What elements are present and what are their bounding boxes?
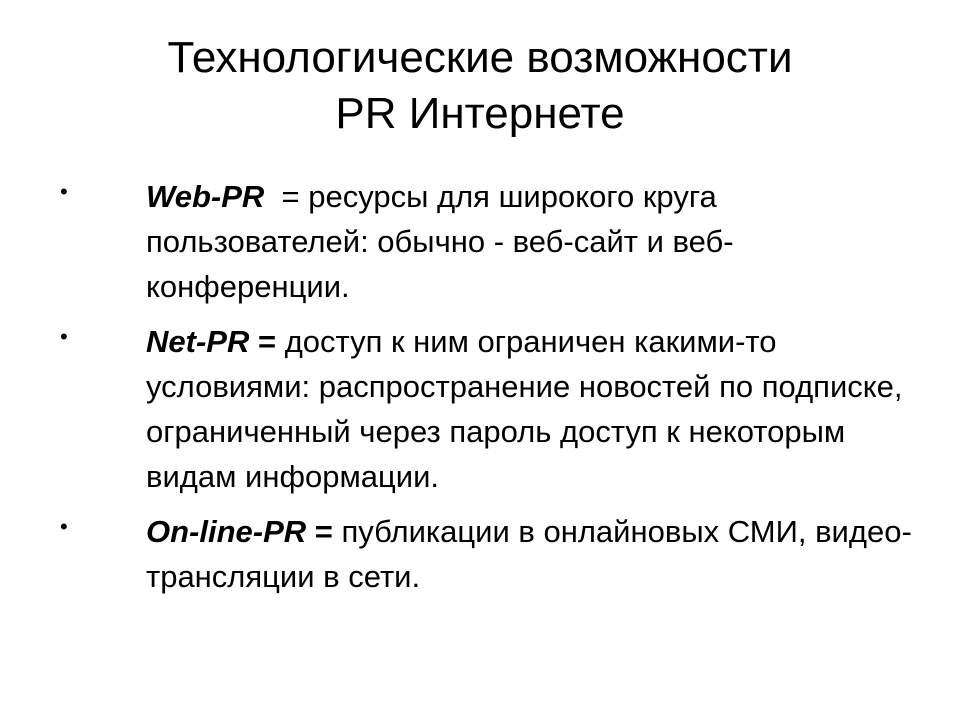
bullet-dot-icon: • bbox=[60, 324, 68, 349]
slide-title-line-2: PR Интернете bbox=[335, 89, 625, 138]
bullet-dot-icon: • bbox=[60, 514, 68, 539]
bullet-list bbox=[0, 174, 960, 609]
slide-title bbox=[40, 30, 920, 142]
bullet-text: публикации в онлайновых СМИ, видео-трансляции в сети. bbox=[146, 514, 912, 594]
bullet-item-online-pr bbox=[0, 509, 960, 599]
bullet-text: ресурсы для широкого круга пользователей: обычно - веб-сайт и веб-конференции. bbox=[146, 179, 734, 304]
bullet-text: доступ к ним ограничен какими-то условиями: распространение новостей по подписке, ограниченный через пароль доступ к некоторым видам информации. bbox=[146, 324, 903, 494]
slide-title-line-1: Технологические возможности bbox=[167, 33, 793, 82]
bullet-item-net-pr bbox=[0, 319, 960, 499]
bullet-equals: = bbox=[264, 179, 309, 214]
bullet-term: Net-PR bbox=[146, 324, 250, 359]
bullet-term: On-line-PR bbox=[146, 514, 307, 549]
bullet-dot-icon: • bbox=[60, 179, 68, 204]
bullet-item-web-pr bbox=[0, 174, 960, 309]
bullet-term: Web-PR bbox=[146, 179, 265, 214]
bullet-equals: = bbox=[249, 324, 285, 359]
bullet-equals: = bbox=[306, 514, 342, 549]
